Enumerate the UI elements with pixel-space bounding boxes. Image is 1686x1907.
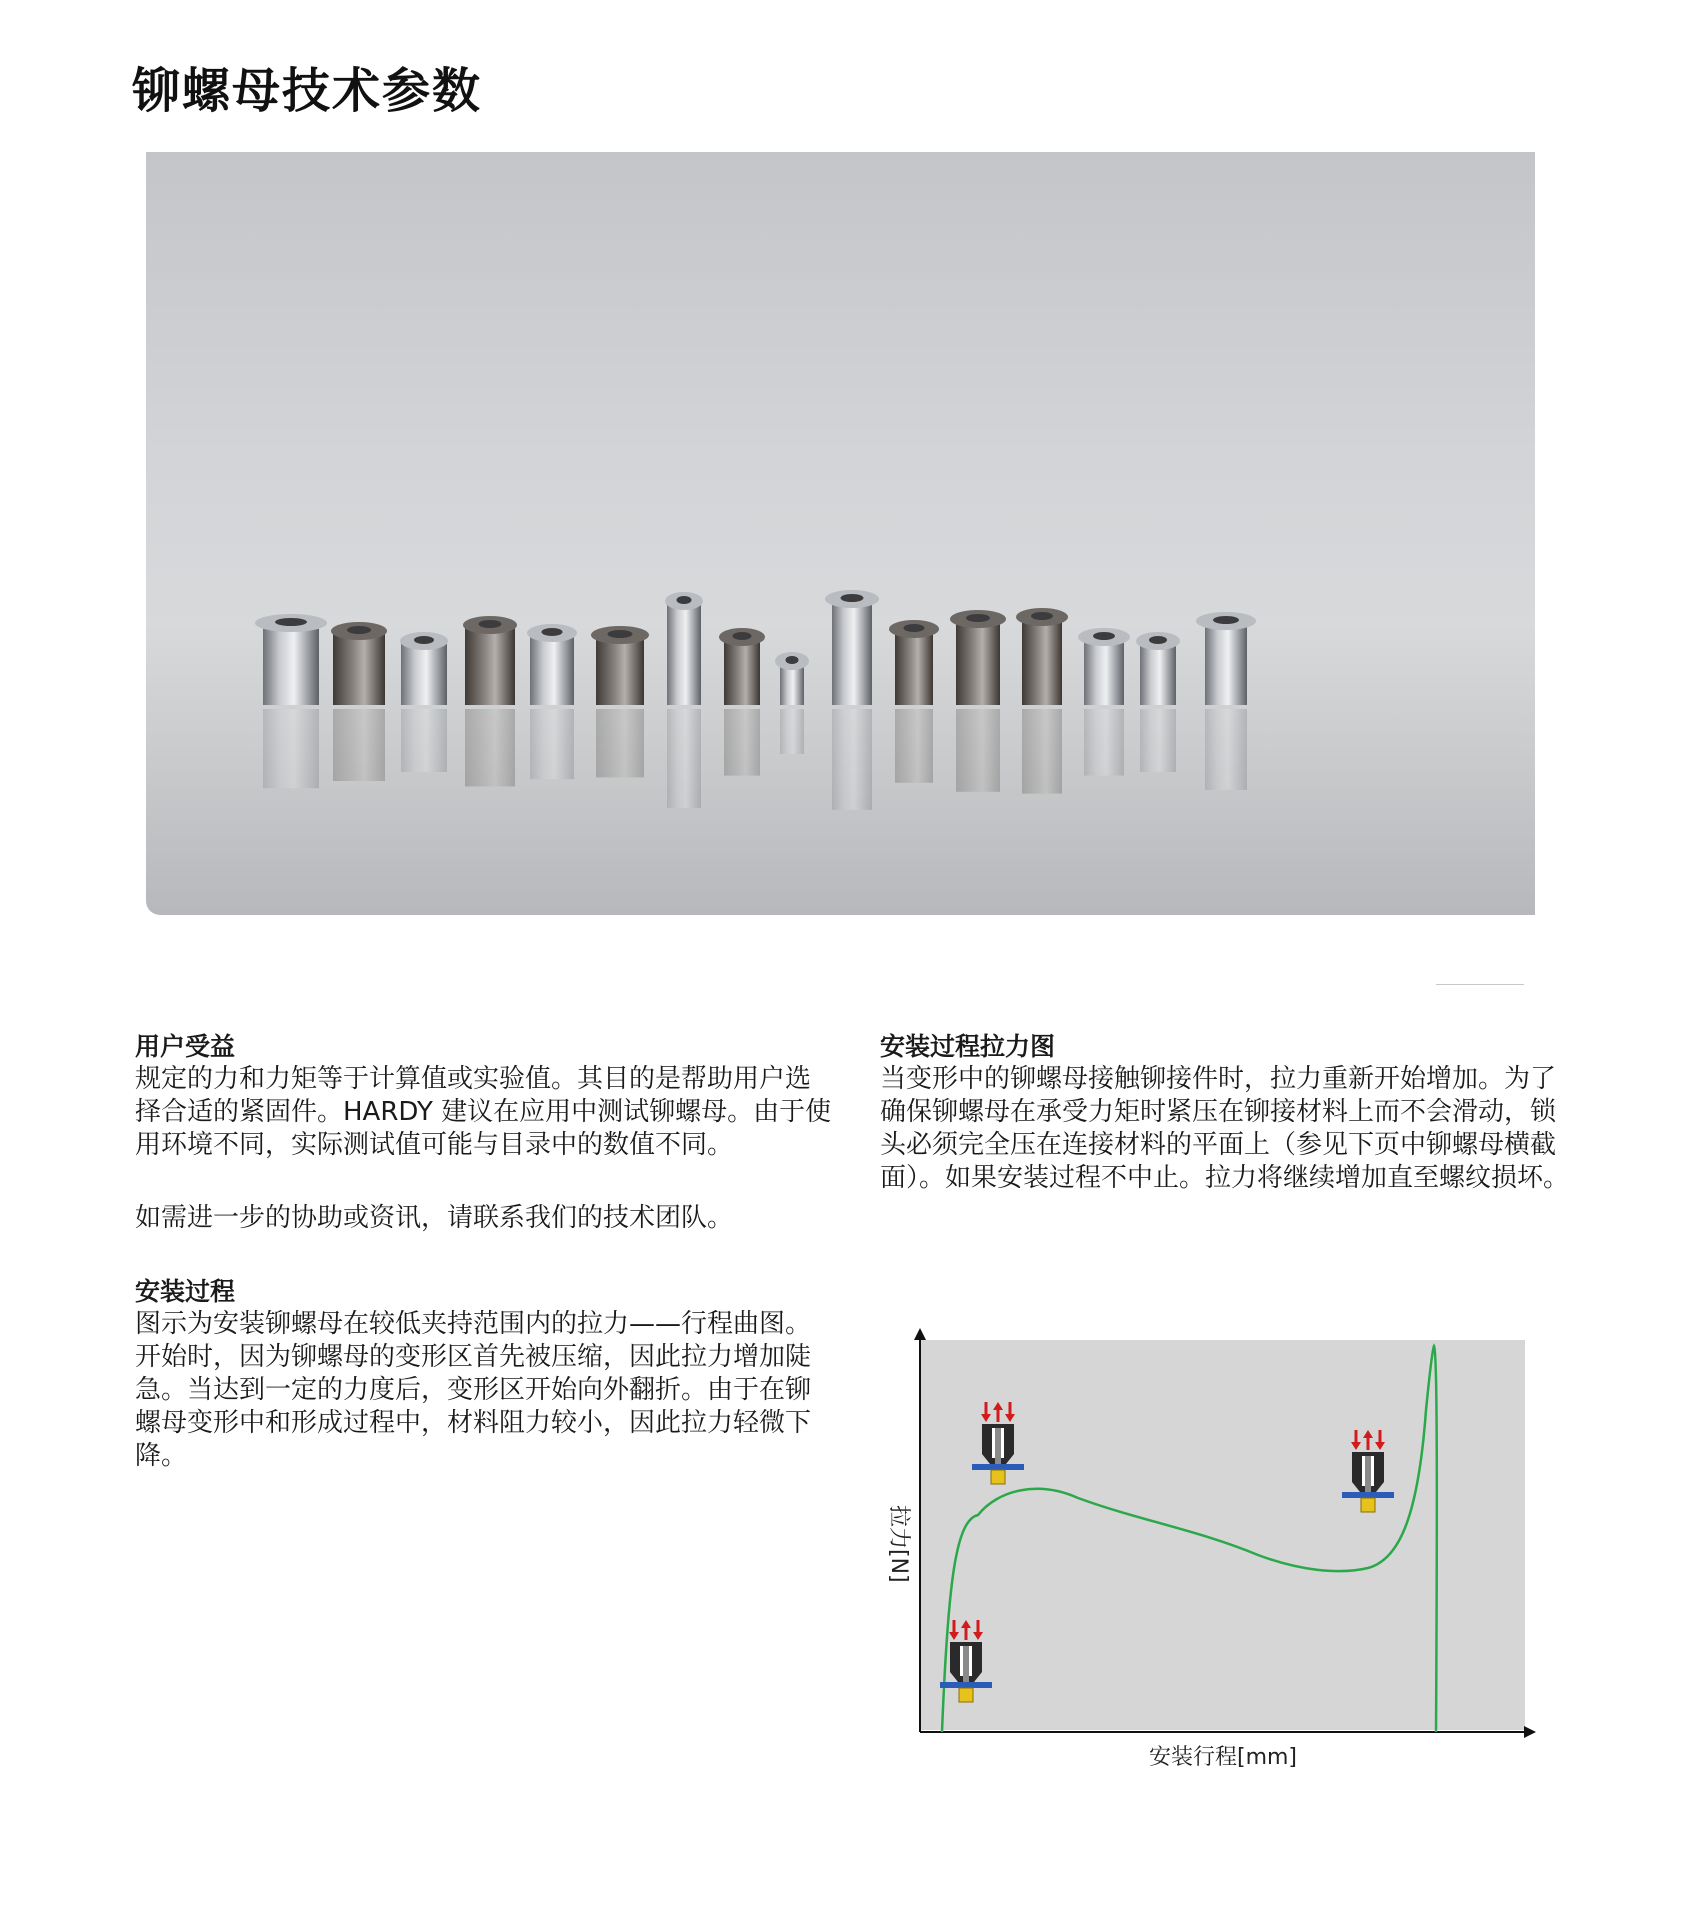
paragraph-force-diagram: 当变形中的铆螺母接触铆接件时，拉力重新开始增加。为了确保铆螺母在承受力矩时紧压在铆接材料上而不会滑动，锁头必须完全压在连接材料的平面上（参见下页中铆螺母横截面）。如果安装过程不中止。拉力将继续增加直至螺纹损坏。	[880, 1064, 1570, 1193]
installation-force-diagram	[878, 1330, 1538, 1770]
divider-line	[1436, 984, 1524, 985]
section-title-force-diagram: 安装过程拉力图	[880, 1032, 1056, 1061]
x-axis-arrow	[1524, 1726, 1536, 1738]
x-axis-label: 安装行程[mm]	[1148, 1745, 1298, 1770]
y-axis-arrow	[914, 1328, 926, 1340]
left-column	[135, 1030, 835, 1473]
y-axis-label: 拉力[N]	[886, 1505, 911, 1583]
paragraph-installation: 图示为安装铆螺母在较低夹持范围内的拉力——行程曲图。开始时，因为铆螺母的变形区首先被压缩，因此拉力增加陡急。当达到一定的力度后，变形区开始向外翻折。由于在铆螺母变形中和形成过程中，材料阻力较小，因此拉力轻微下降。	[135, 1309, 812, 1471]
diagram-background	[920, 1340, 1525, 1730]
section-title-benefits: 用户受益	[135, 1032, 236, 1061]
product-photo	[146, 152, 1535, 915]
rivet-nuts-group	[255, 590, 1256, 810]
section-title-installation: 安装过程	[135, 1277, 236, 1306]
paragraph-benefits: 规定的力和力矩等于计算值或实验值。其目的是帮助用户选择合适的紧固件。HARDY 建议在应用中测试铆螺母。由于使用环境不同，实际测试值可能与目录中的数值不同。	[135, 1064, 832, 1160]
right-column	[880, 1030, 1580, 1195]
page-title: 铆螺母技术参数	[132, 63, 483, 119]
paragraph-contact: 如需进一步的协助或资讯，请联系我们的技术团队。	[135, 1203, 734, 1233]
